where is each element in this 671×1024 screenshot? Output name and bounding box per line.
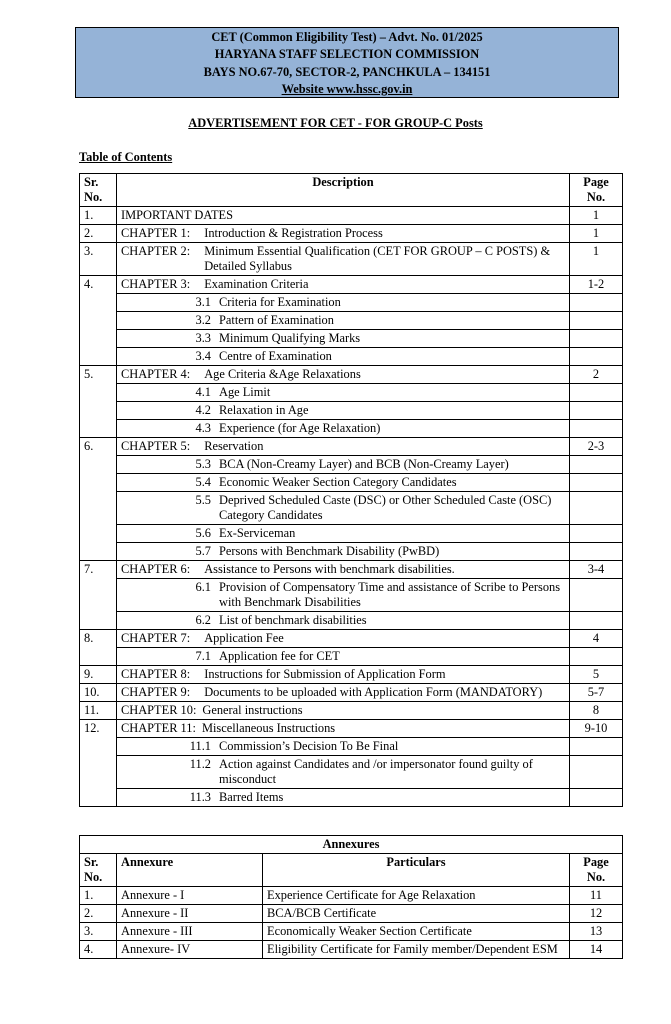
toc-sub-title: Application fee for CET [219,649,340,663]
toc-sub-page [570,402,623,420]
toc-sub-line [121,526,565,541]
toc-chapter-label: CHAPTER 11: [121,721,196,735]
toc-chapter-title: Instructions for Submission of Application Form [204,667,446,681]
toc-sr: 6. [80,438,117,561]
annexure-name: Annexure - III [117,923,263,941]
toc-chapter-line [121,703,565,718]
toc-sr: 8. [80,630,117,666]
toc-chapter-label: CHAPTER 2: [121,244,191,258]
toc-chapter-line [121,631,565,646]
annexure-name: Annexure- IV [117,941,263,959]
toc-sub-description[interactable] [117,312,570,330]
toc-page: 5-7 [570,684,623,702]
toc-sr: 3. [80,243,117,276]
toc-page: 8 [570,702,623,720]
annexures-heading: Annexures [80,836,623,854]
toc-page: 2 [570,366,623,384]
toc-row [80,243,623,276]
toc-sub-row [80,543,623,561]
toc-chapter-label: CHAPTER 5: [121,439,191,453]
toc-sub-number: 3.1 [195,295,211,309]
toc-row [80,207,623,225]
toc-chapter-line [121,685,565,700]
toc-header-description: Description [117,174,570,207]
document-title: ADVERTISEMENT FOR CET - FOR GROUP-C Posts [188,116,483,130]
annexure-row[interactable] [80,941,623,959]
toc-sub-title: List of benchmark disabilities [219,613,367,627]
toc-row [80,366,623,384]
header-commission: HARYANA STAFF SELECTION COMMISSION [214,47,480,62]
toc-row [80,225,623,243]
toc-sub-title: Deprived Scheduled Caste (DSC) or Other Scheduled Caste (OSC) Category Candidates [219,493,552,522]
toc-chapter-label: CHAPTER 1: [121,226,191,240]
toc-sub-number: 5.4 [195,475,211,489]
toc-sub-line [121,295,565,310]
toc-sub-page [570,312,623,330]
toc-sub-line [121,544,565,559]
toc-chapter-title: Assistance to Persons with benchmark disabilities. [204,562,455,576]
toc-sub-number: 3.4 [195,349,211,363]
toc-sub-number: 4.2 [195,403,211,417]
toc-sub-number: 3.2 [195,313,211,327]
toc-sub-number: 5.5 [195,493,211,507]
toc-sub-number: 5.7 [195,544,211,558]
annexure-page: 13 [570,923,623,941]
toc-sub-line [121,331,565,346]
toc-sub-title: BCA (Non-Creamy Layer) and BCB (Non-Creamy Layer) [219,457,509,471]
toc-chapter-label: CHAPTER 10: [121,703,197,717]
header-address: BAYS NO.67-70, SECTOR-2, PANCHKULA – 134151 [203,64,491,79]
toc-sub-line [121,790,565,805]
toc-chapter-title: Introduction & Registration Process [204,226,383,240]
toc-chapter-line [121,667,565,682]
toc-sr: 9. [80,666,117,684]
toc-sub-number: 3.3 [195,331,211,345]
annexure-particulars: Economically Weaker Section Certificate [263,923,570,941]
annexure-sr: 4. [80,941,117,959]
ann-header-particulars: Particulars [263,854,570,887]
toc-page: 5 [570,666,623,684]
toc-sub-page [570,648,623,666]
toc-chapter-line [121,562,565,577]
toc-description[interactable] [117,366,570,384]
ann-header-sr: Sr. No. [80,854,117,887]
toc-sub-description[interactable] [117,330,570,348]
annexure-particulars: Eligibility Certificate for Family member/Dependent ESM [263,941,570,959]
toc-sr: 1. [80,207,117,225]
toc-chapter-title: General instructions [202,703,303,717]
toc-sub-page [570,525,623,543]
toc-sub-description[interactable] [117,474,570,492]
toc-sub-line [121,457,565,472]
toc-table [79,173,623,807]
toc-sub-title: Commission’s Decision To Be Final [219,739,399,753]
toc-header-page: Page No. [570,174,623,207]
toc-description[interactable] [117,702,570,720]
toc-chapter-title: Application Fee [204,631,284,645]
toc-chapter-title: Minimum Essential Qualification (CET FOR GROUP – C POSTS) & Detailed Syllabus [204,244,551,273]
toc-sub-number: 5.3 [195,457,211,471]
toc-sub-row [80,474,623,492]
toc-sub-description[interactable] [117,648,570,666]
toc-row [80,702,623,720]
toc-sub-page [570,579,623,612]
toc-body [80,207,623,807]
toc-description[interactable] [117,561,570,579]
toc-sub-description[interactable] [117,612,570,630]
toc-sub-row [80,756,623,789]
toc-page: 4 [570,630,623,648]
toc-description[interactable] [117,225,570,243]
toc-chapter-label: CHAPTER 7: [121,631,191,645]
toc-chapter-line [121,277,565,292]
toc-sub-description[interactable] [117,492,570,525]
toc-sub-description[interactable] [117,348,570,366]
toc-chapter-line [121,367,565,382]
annexure-row[interactable] [80,905,623,923]
toc-header-sr: Sr. No. [80,174,117,207]
toc-sub-title: Age Limit [219,385,271,399]
toc-description[interactable] [117,684,570,702]
toc-row [80,276,623,294]
header-advt: CET (Common Eligibility Test) – Advt. No. 01/2025 [211,30,483,44]
toc-sub-line [121,649,565,664]
toc-sub-row [80,789,623,807]
toc-sub-title: Centre of Examination [219,349,332,363]
toc-page: 1-2 [570,276,623,294]
toc-chapter-label: IMPORTANT DATES [121,208,233,222]
toc-sub-description[interactable] [117,543,570,561]
toc-sub-description[interactable] [117,756,570,789]
toc-sub-row [80,492,623,525]
annexure-name: Annexure - I [117,887,263,905]
toc-chapter-line [121,244,565,274]
toc-page: 2-3 [570,438,623,456]
toc-page: 9-10 [570,720,623,738]
toc-sub-line [121,580,565,610]
toc-sr: 12. [80,720,117,807]
toc-sub-title: Provision of Compensatory Time and assistance of Scribe to Persons with Benchmark Disabilities [219,580,561,609]
toc-sub-line [121,757,565,787]
toc-sub-description[interactable] [117,294,570,312]
toc-description[interactable] [117,438,570,456]
toc-sub-row [80,330,623,348]
toc-sub-description[interactable] [117,789,570,807]
annexure-particulars: Experience Certificate for Age Relaxation [263,887,570,905]
toc-sub-title: Minimum Qualifying Marks [219,331,361,345]
toc-row [80,561,623,579]
toc-sub-row [80,456,623,474]
toc-sub-row [80,294,623,312]
toc-sub-page [570,420,623,438]
toc-sub-row [80,579,623,612]
toc-chapter-title: Examination Criteria [204,277,309,291]
toc-description[interactable] [117,207,570,225]
toc-sub-number: 7.1 [195,649,211,663]
toc-sub-number: 6.2 [195,613,211,627]
toc-sub-description[interactable] [117,579,570,612]
toc-sub-line [121,403,565,418]
toc-chapter-label: CHAPTER 6: [121,562,191,576]
toc-row [80,720,623,738]
toc-row [80,630,623,648]
toc-chapter-line [121,226,565,241]
toc-sub-page [570,456,623,474]
toc-chapter-title: Documents to be uploaded with Application Form (MANDATORY) [204,685,543,699]
toc-sub-line [121,739,565,754]
toc-sub-page [570,294,623,312]
toc-chapter-label: CHAPTER 3: [121,277,191,291]
toc-description[interactable] [117,630,570,648]
toc-sub-title: Economic Weaker Section Category Candidates [219,475,457,489]
toc-sub-number: 11.3 [189,790,211,804]
toc-page: 1 [570,225,623,243]
toc-sub-page [570,492,623,525]
toc-sub-row [80,525,623,543]
toc-sub-description[interactable] [117,420,570,438]
toc-sub-page [570,474,623,492]
annexure-row[interactable] [80,923,623,941]
toc-sub-page [570,612,623,630]
toc-sub-description[interactable] [117,402,570,420]
toc-sub-title: Persons with Benchmark Disability (PwBD) [219,544,440,558]
toc-chapter-label: CHAPTER 4: [121,367,191,381]
annexure-page: 14 [570,941,623,959]
toc-sub-page [570,543,623,561]
toc-sub-title: Ex-Serviceman [219,526,296,540]
toc-sr: 11. [80,702,117,720]
toc-sr: 7. [80,561,117,630]
toc-chapter-line [121,439,565,454]
toc-chapter-line [121,208,565,223]
toc-row [80,666,623,684]
annexures-body [80,887,623,959]
toc-sub-page [570,756,623,789]
toc-page: 1 [570,243,623,276]
annexure-sr: 2. [80,905,117,923]
toc-sub-number: 6.1 [195,580,211,594]
toc-sub-number: 5.6 [195,526,211,540]
toc-sub-title: Action against Candidates and /or impersonator found guilty of misconduct [219,757,533,786]
toc-sub-title: Criteria for Examination [219,295,341,309]
toc-sub-page [570,384,623,402]
toc-description[interactable] [117,666,570,684]
toc-sub-line [121,313,565,328]
toc-sub-line [121,613,565,628]
toc-sub-line [121,493,565,523]
toc-sub-description[interactable] [117,525,570,543]
toc-sub-description[interactable] [117,738,570,756]
toc-sub-row [80,312,623,330]
toc-sub-row [80,384,623,402]
annexure-particulars: BCA/BCB Certificate [263,905,570,923]
toc-sr: 10. [80,684,117,702]
toc-sub-description[interactable] [117,384,570,402]
toc-row [80,438,623,456]
toc-sub-row [80,612,623,630]
ann-header-page: Page No. [570,854,623,887]
toc-description[interactable] [117,720,570,738]
toc-chapter-label: CHAPTER 9: [121,685,191,699]
annexure-name: Annexure - II [117,905,263,923]
toc-label: Table of Contents [79,150,173,164]
toc-sr: 2. [80,225,117,243]
toc-sub-title: Pattern of Examination [219,313,334,327]
toc-description[interactable] [117,243,570,276]
toc-sub-title: Experience (for Age Relaxation) [219,421,381,435]
toc-sr: 5. [80,366,117,438]
toc-sub-number: 11.1 [189,739,211,753]
toc-sub-page [570,738,623,756]
header-box [75,27,619,98]
toc-sub-row [80,402,623,420]
toc-sub-row [80,420,623,438]
toc-sub-page [570,330,623,348]
toc-row [80,684,623,702]
annexures-table [79,835,623,959]
toc-sub-title: Barred Items [219,790,284,804]
toc-sub-number: 4.3 [195,421,211,435]
toc-page: 3-4 [570,561,623,579]
toc-sub-line [121,421,565,436]
toc-sub-row [80,738,623,756]
toc-sub-number: 11.2 [189,757,211,771]
toc-chapter-title: Age Criteria &Age Relaxations [204,367,361,381]
toc-chapter-title: Reservation [204,439,264,453]
annexure-page: 12 [570,905,623,923]
annexure-row[interactable] [80,887,623,905]
annexure-page: 11 [570,887,623,905]
header-website-link[interactable]: Website www.hssc.gov.in [281,82,413,97]
toc-sub-title: Relaxation in Age [219,403,309,417]
toc-sr: 4. [80,276,117,366]
toc-sub-line [121,475,565,490]
toc-chapter-line [121,721,565,736]
toc-sub-page [570,348,623,366]
toc-sub-line [121,385,565,400]
toc-description[interactable] [117,276,570,294]
annexure-sr: 3. [80,923,117,941]
toc-sub-row [80,348,623,366]
toc-sub-row [80,648,623,666]
toc-page: 1 [570,207,623,225]
ann-header-annexure: Annexure [117,854,263,887]
toc-sub-page [570,789,623,807]
toc-sub-description[interactable] [117,456,570,474]
toc-sub-number: 4.1 [195,385,211,399]
toc-sub-line [121,349,565,364]
toc-chapter-label: CHAPTER 8: [121,667,191,681]
toc-chapter-title: Miscellaneous Instructions [201,721,336,735]
annexure-sr: 1. [80,887,117,905]
